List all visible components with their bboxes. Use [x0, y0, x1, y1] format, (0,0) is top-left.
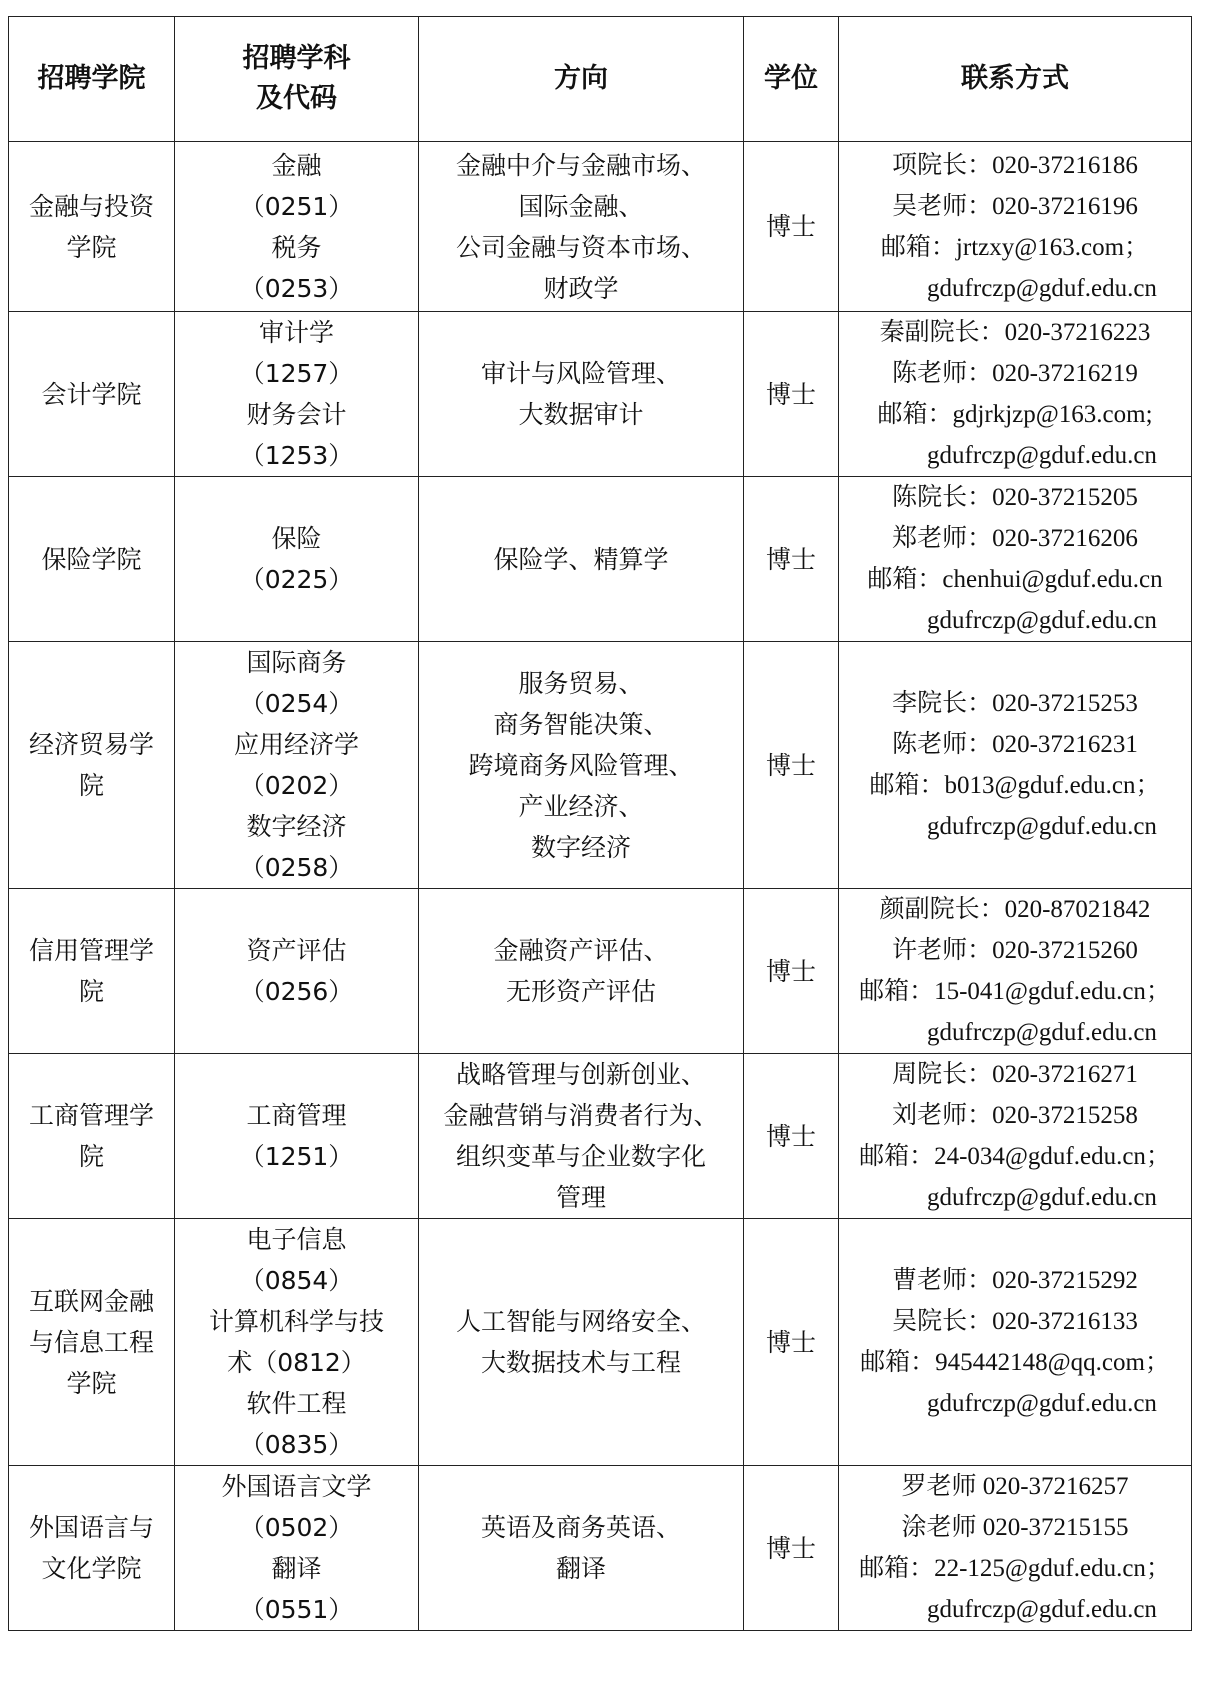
direction-line: 公司金融与资本市场、: [455, 232, 706, 262]
direction-cell: [419, 1054, 744, 1219]
contact-phone: 项院长：020-37216186: [892, 151, 1138, 179]
contact-phone: 陈老师：020-37216219: [892, 360, 1138, 387]
college-name-line: 外国语言与: [28, 1513, 154, 1542]
college-name-line: 与信息工程: [28, 1327, 154, 1357]
contact-email-secondary: gdufrczp@gduf.edu.cn: [927, 274, 1157, 302]
direction-line: 财政学: [543, 273, 619, 303]
subject-cell: [175, 1054, 419, 1219]
contact-cell: [839, 312, 1192, 477]
direction-line: 英语及商务英语、: [480, 1513, 681, 1542]
subject-line: 应用经济学: [233, 730, 359, 759]
contact-phone: 曹老师：020-37215292: [892, 1267, 1138, 1294]
contact-cell: [839, 477, 1192, 642]
degree-label: 博士: [765, 379, 816, 409]
contact-phone: 陈院长：020-37215205: [892, 484, 1138, 511]
contact-email: 邮箱：24-034@gduf.edu.cn；: [859, 1143, 1171, 1170]
header-degree: 学位: [744, 17, 839, 142]
college-name-line: 互联网金融: [28, 1286, 154, 1316]
subject-line: 术（0812）: [227, 1348, 366, 1377]
direction-line: 管理: [555, 1183, 606, 1212]
subject-line: 计算机科学与技: [208, 1307, 384, 1336]
contact-cell: [839, 1054, 1192, 1219]
college-cell: [9, 642, 175, 889]
contact-phone: 郑老师：020-37216206: [892, 525, 1138, 552]
degree-cell: [744, 312, 839, 477]
direction-line: 保险学、精算学: [493, 544, 669, 574]
subject-line: 资产评估: [246, 936, 347, 965]
header-college: 招聘学院: [9, 17, 175, 142]
subject-line: 翻译: [271, 1554, 322, 1583]
direction-line: 产业经济、: [518, 791, 644, 821]
contact-cell: [839, 1219, 1192, 1466]
degree-label: 博士: [765, 1533, 816, 1563]
college-cell: [9, 477, 175, 642]
table-row: [9, 889, 1192, 1054]
subject-line: 财务会计: [246, 400, 347, 429]
subject-line: （1253）: [239, 441, 354, 470]
direction-cell: [419, 142, 744, 312]
contact-phone: 涂老师 020-37215155: [901, 1514, 1129, 1541]
direction-line: 人工智能与网络安全、: [455, 1307, 706, 1336]
contact-cell: [839, 142, 1192, 312]
table-row: [9, 642, 1192, 889]
subject-line: 数字经济: [246, 812, 347, 841]
contact-phone: 周院长：020-37216271: [892, 1061, 1138, 1088]
header-direction: 方向: [419, 17, 744, 142]
subject-line: 国际商务: [246, 648, 347, 677]
header-contact: 联系方式: [839, 17, 1192, 142]
subject-line: （0256）: [239, 977, 354, 1006]
subject-cell: [175, 1219, 419, 1466]
subject-line: （1257）: [239, 359, 354, 388]
college-name-line: 院: [78, 1142, 104, 1171]
contact-phone: 许老师：020-37215260: [892, 937, 1138, 964]
contact-phone: 吴院长：020-37216133: [892, 1308, 1138, 1335]
degree-label: 博士: [765, 212, 816, 241]
degree-cell: [744, 1219, 839, 1466]
direction-line: 国际金融、: [518, 191, 644, 221]
table-row: [9, 1054, 1192, 1219]
college-name-line: 金融与投资: [28, 191, 154, 221]
subject-line: （0202）: [239, 771, 354, 800]
degree-cell: [744, 889, 839, 1054]
contact-phone: 罗老师 020-37216257: [901, 1473, 1129, 1500]
college-cell: [9, 142, 175, 312]
table-row: [9, 477, 1192, 642]
subject-line: （0253）: [239, 273, 354, 303]
degree-cell: [744, 477, 839, 642]
direction-line: 金融营销与消费者行为、: [443, 1101, 719, 1130]
college-name-line: 学院: [66, 232, 117, 262]
college-cell: [9, 1219, 175, 1466]
college-cell: [9, 1466, 175, 1631]
direction-line: 审计与风险管理、: [480, 359, 681, 388]
direction-cell: [419, 1219, 744, 1466]
direction-line: 服务贸易、: [518, 668, 644, 698]
college-cell: [9, 312, 175, 477]
degree-cell: [744, 142, 839, 312]
table-row: [9, 142, 1192, 312]
table-row: [9, 1466, 1192, 1631]
direction-line: 无形资产评估: [505, 977, 656, 1006]
subject-line: 电子信息: [246, 1225, 347, 1254]
contact-cell: [839, 889, 1192, 1054]
contact-email-secondary: gdufrczp@gduf.edu.cn: [927, 442, 1157, 469]
degree-label: 博士: [765, 956, 816, 986]
college-name-line: 信用管理学: [28, 936, 154, 965]
subject-line: （0258）: [239, 853, 354, 882]
recruitment-table: [8, 16, 1192, 1631]
subject-line: （0251）: [239, 191, 354, 221]
contact-phone: 颜副院长：020-87021842: [879, 896, 1151, 923]
subject-line: （1251）: [239, 1142, 354, 1171]
table-row: [9, 1219, 1192, 1466]
subject-line: （0551）: [239, 1595, 354, 1624]
direction-cell: [419, 1466, 744, 1631]
college-name-line: 学院: [66, 1368, 117, 1398]
subject-cell: [175, 477, 419, 642]
contact-phone: 陈老师：020-37216231: [892, 731, 1138, 758]
college-name-line: 保险学院: [41, 544, 142, 574]
contact-email-secondary: gdufrczp@gduf.edu.cn: [927, 1184, 1157, 1211]
direction-cell: [419, 889, 744, 1054]
degree-cell: [744, 1466, 839, 1631]
contact-cell: [839, 642, 1192, 889]
subject-line: 工商管理: [246, 1101, 347, 1130]
contact-phone: 秦副院长：020-37216223: [879, 319, 1151, 346]
direction-line: 战略管理与创新创业、: [455, 1060, 706, 1089]
subject-cell: [175, 642, 419, 889]
college-name-line: 会计学院: [41, 379, 142, 409]
college-cell: [9, 1054, 175, 1219]
college-name-line: 工商管理学: [28, 1101, 154, 1130]
direction-cell: [419, 477, 744, 642]
contact-phone: 吴老师：020-37216196: [892, 192, 1138, 220]
contact-email: 邮箱：chenhui@gduf.edu.cn: [867, 566, 1163, 593]
direction-line: 金融资产评估、: [493, 936, 669, 965]
direction-line: 商务智能决策、: [493, 709, 669, 739]
table-row: [9, 312, 1192, 477]
contact-email: 邮箱：gdjrkjzp@163.com;: [877, 401, 1153, 428]
subject-line: 软件工程: [246, 1389, 347, 1418]
subject-line: （0502）: [239, 1513, 354, 1542]
college-name-line: 文化学院: [41, 1554, 142, 1583]
contact-email: 邮箱：945442148@qq.com；: [860, 1349, 1170, 1376]
college-name-line: 院: [78, 771, 104, 800]
contact-email-secondary: gdufrczp@gduf.edu.cn: [927, 1019, 1157, 1046]
contact-cell: [839, 1466, 1192, 1631]
header-row: [9, 17, 1192, 142]
contact-email-secondary: gdufrczp@gduf.edu.cn: [927, 813, 1157, 840]
subject-line: （0854）: [239, 1266, 354, 1295]
college-name-line: 院: [78, 977, 104, 1006]
subject-cell: [175, 312, 419, 477]
subject-line: （0835）: [239, 1430, 354, 1459]
subject-cell: [175, 889, 419, 1054]
degree-label: 博士: [765, 1327, 816, 1357]
college-cell: [9, 889, 175, 1054]
degree-cell: [744, 642, 839, 889]
contact-email: 邮箱：b013@gduf.edu.cn；: [869, 772, 1161, 799]
degree-label: 博士: [765, 750, 816, 780]
direction-line: 数字经济: [530, 832, 631, 862]
contact-email-secondary: gdufrczp@gduf.edu.cn: [927, 607, 1157, 634]
direction-line: 翻译: [555, 1554, 606, 1583]
direction-line: 大数据审计: [518, 400, 644, 429]
contact-email-secondary: gdufrczp@gduf.edu.cn: [927, 1596, 1157, 1623]
contact-email: 邮箱：22-125@gduf.edu.cn；: [859, 1555, 1171, 1582]
direction-cell: [419, 312, 744, 477]
subject-line: 保险: [271, 524, 322, 553]
degree-label: 博士: [765, 544, 816, 574]
contact-email: 邮箱：jrtzxy@163.com；: [880, 233, 1150, 261]
contact-phone: 李院长：020-37215253: [892, 690, 1138, 717]
subject-cell: [175, 1466, 419, 1631]
subject-line: 外国语言文学: [221, 1472, 372, 1501]
degree-label: 博士: [765, 1121, 816, 1151]
degree-cell: [744, 1054, 839, 1219]
subject-line: 金融: [271, 150, 322, 180]
direction-line: 组织变革与企业数字化: [455, 1142, 706, 1171]
direction-line: 跨境商务风险管理、: [468, 750, 694, 780]
header-subject: 招聘学科 及代码: [175, 17, 419, 142]
direction-line: 金融中介与金融市场、: [455, 150, 706, 180]
contact-email-secondary: gdufrczp@gduf.edu.cn: [927, 1390, 1157, 1417]
direction-line: 大数据技术与工程: [480, 1348, 681, 1377]
contact-email: 邮箱：15-041@gduf.edu.cn；: [859, 978, 1171, 1005]
subject-cell: [175, 142, 419, 312]
direction-cell: [419, 642, 744, 889]
subject-line: 税务: [271, 232, 322, 262]
subject-line: （0225）: [239, 565, 354, 594]
contact-phone: 刘老师：020-37215258: [892, 1102, 1138, 1129]
subject-line: 审计学: [258, 318, 334, 347]
college-name-line: 经济贸易学: [28, 730, 154, 759]
subject-line: （0254）: [239, 689, 354, 718]
